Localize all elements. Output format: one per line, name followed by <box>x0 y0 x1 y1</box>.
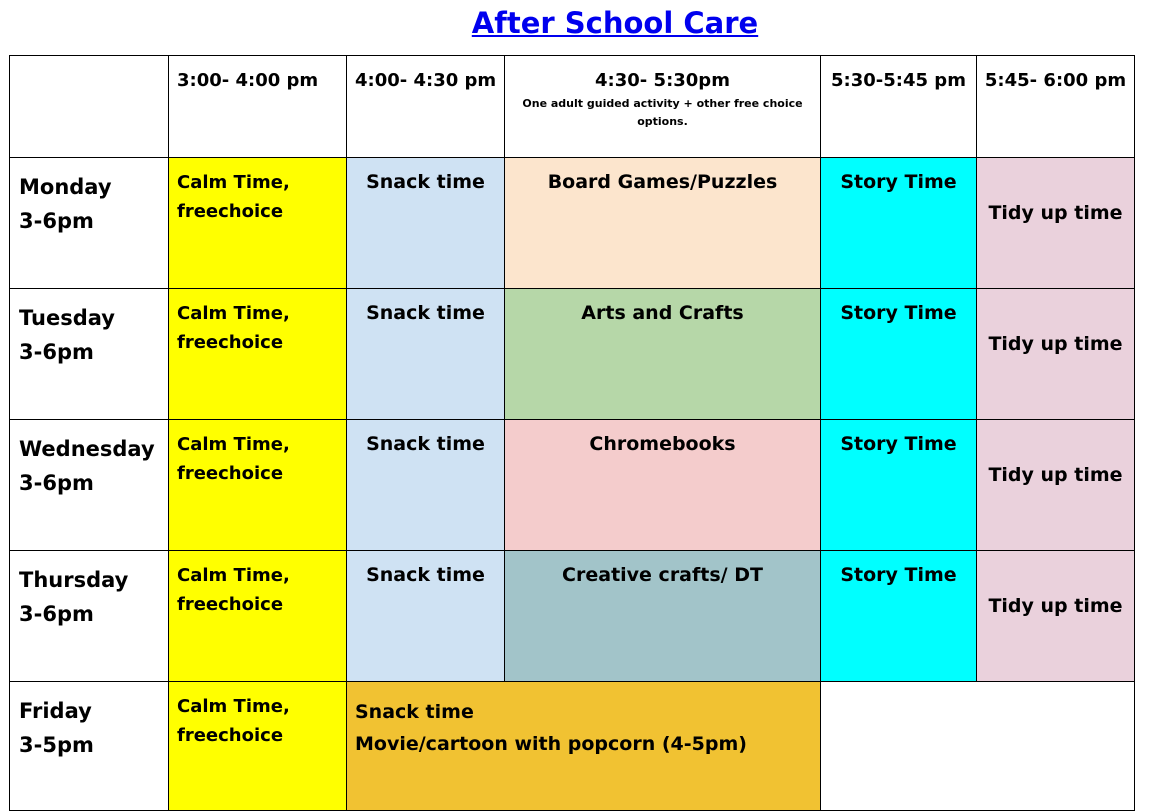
day-hours: 3-6pm <box>19 602 94 626</box>
activity-cell: Arts and Crafts <box>505 289 821 420</box>
header-row <box>10 56 1135 158</box>
friday-snack-movie-cell <box>347 682 821 811</box>
table-row <box>10 158 1135 289</box>
activity-cell: Chromebooks <box>505 420 821 551</box>
activity-cell: Creative crafts/ DT <box>505 551 821 682</box>
snack-time-cell: Snack time <box>347 158 505 289</box>
table-row <box>10 420 1135 551</box>
table-row <box>10 551 1135 682</box>
header-time-4: 5:30-5:45 pm <box>821 56 977 158</box>
snack-time-cell: Snack time <box>347 289 505 420</box>
friday-movie-label: Movie/cartoon with popcorn (4-5pm) <box>355 733 747 755</box>
day-hours: 3-6pm <box>19 209 94 233</box>
tidy-up-cell: Tidy up time <box>977 551 1135 682</box>
day-cell <box>10 420 169 551</box>
table-row <box>10 289 1135 420</box>
calm-time-cell: Calm Time, freechoice <box>169 682 347 811</box>
day-name: Monday <box>19 175 112 199</box>
header-time-3-label: 4:30- 5:30pm <box>595 70 730 91</box>
page-title: After School Care <box>471 6 759 40</box>
calm-time-cell: Calm Time, freechoice <box>169 551 347 682</box>
header-time-5: 5:45- 6:00 pm <box>977 56 1135 158</box>
day-name: Friday <box>19 699 92 723</box>
story-time-cell: Story Time <box>821 551 977 682</box>
activity-cell: Board Games/Puzzles <box>505 158 821 289</box>
header-time-1: 3:00- 4:00 pm <box>169 56 347 158</box>
calm-time-cell: Calm Time, freechoice <box>169 158 347 289</box>
snack-time-cell: Snack time <box>347 551 505 682</box>
snack-time-cell: Snack time <box>347 420 505 551</box>
header-time-2: 4:00- 4:30 pm <box>347 56 505 158</box>
friday-empty-cell <box>821 682 1135 811</box>
friday-snack-label: Snack time <box>355 701 474 723</box>
day-hours: 3-6pm <box>19 471 94 495</box>
day-cell <box>10 551 169 682</box>
day-hours: 3-5pm <box>19 733 94 757</box>
header-blank-cell <box>10 56 169 158</box>
day-hours: 3-6pm <box>19 340 94 364</box>
day-name: Thursday <box>19 568 129 592</box>
table-row-friday <box>10 682 1135 811</box>
day-cell <box>10 682 169 811</box>
day-cell <box>10 289 169 420</box>
story-time-cell: Story Time <box>821 420 977 551</box>
header-time-3-note: One adult guided activity + other free choice options. <box>522 97 803 128</box>
day-name: Wednesday <box>19 437 155 461</box>
day-cell <box>10 158 169 289</box>
calm-time-cell: Calm Time, freechoice <box>169 420 347 551</box>
day-name: Tuesday <box>19 306 115 330</box>
tidy-up-cell: Tidy up time <box>977 420 1135 551</box>
tidy-up-cell: Tidy up time <box>977 289 1135 420</box>
header-time-3 <box>505 56 821 158</box>
calm-time-cell: Calm Time, freechoice <box>169 289 347 420</box>
schedule-table <box>9 55 1135 811</box>
tidy-up-cell: Tidy up time <box>977 158 1135 289</box>
story-time-cell: Story Time <box>821 158 977 289</box>
story-time-cell: Story Time <box>821 289 977 420</box>
